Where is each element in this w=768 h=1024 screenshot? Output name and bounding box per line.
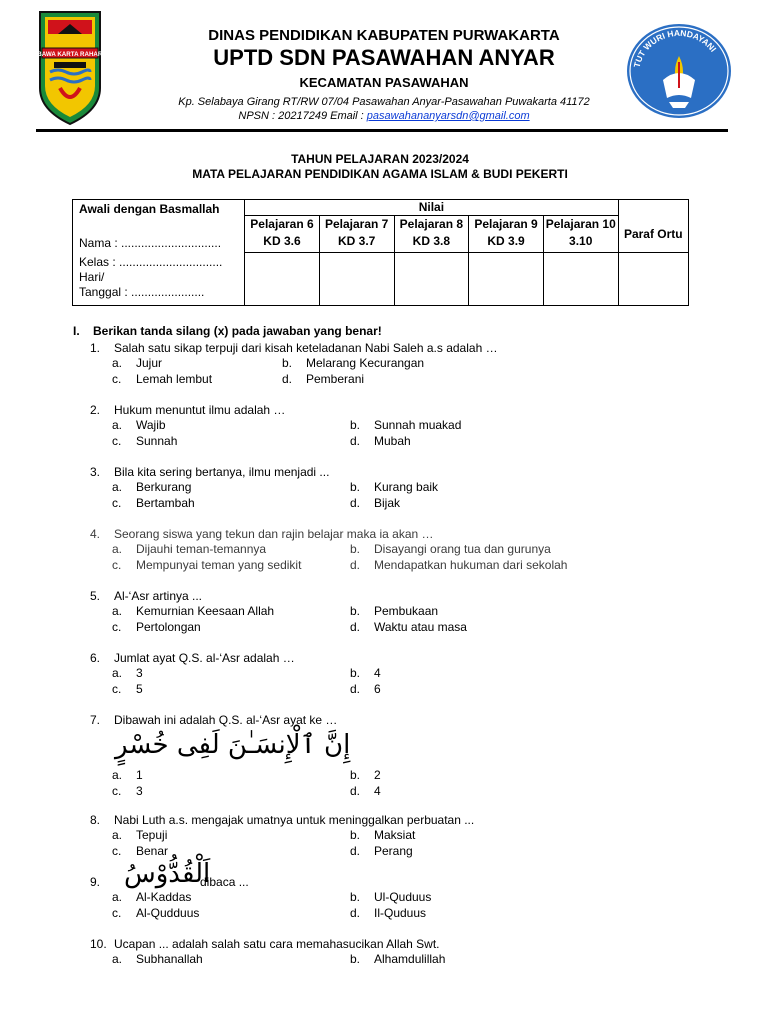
tut-wuri-handayani-logo-icon — [625, 22, 733, 120]
class-field[interactable]: Kelas : ............................... — [79, 255, 223, 269]
left-logo-motto: WIBAWA KARTA RAHARJA — [29, 51, 111, 58]
parent-signature-cell[interactable] — [618, 253, 688, 306]
score-header: Nilai — [245, 200, 618, 216]
option-7c[interactable]: c. 3 — [112, 784, 143, 798]
subject-title: MATA PELAJARAN PENDIDIKAN AGAMA ISLAM & BUDI PEKERTI — [192, 167, 568, 181]
option-6c[interactable]: c. 5 — [112, 682, 143, 696]
question-text: Hukum menuntut ilmu adalah … — [114, 403, 286, 417]
option-9b[interactable]: b. Ul-Quduus — [350, 890, 432, 904]
exam-titles — [60, 152, 700, 182]
question-text: Ucapan ... adalah salah satu cara memahasucikan Allah Swt. — [114, 937, 440, 951]
option-10b[interactable]: b. Alhamdulillah — [350, 952, 446, 966]
option-1a[interactable]: a. Jujur — [112, 356, 163, 370]
option-3c[interactable]: c. Bertambah — [112, 496, 195, 510]
arabic-word-alquddus: اَلْقُدُّوْسُ — [124, 859, 211, 889]
question-text: Bila kita sering bertanya, ilmu menjadi ... — [114, 465, 330, 479]
option-5b[interactable]: b. Pembukaan — [350, 604, 439, 618]
letterhead — [140, 26, 628, 123]
option-3d[interactable]: d. Bijak — [350, 496, 401, 510]
lesson-10-header: Pelajaran 10 3.10 — [543, 216, 618, 253]
lesson-6-header: Pelajaran 6 KD 3.6 — [245, 216, 320, 253]
academic-year: TAHUN PELAJARAN 2023/2024 — [291, 152, 469, 166]
parent-signature-header: Paraf Ortu — [618, 216, 688, 253]
question-5: 5. Al-‘Asr artinya ... a. Kemurnian Keesaan Allah b. Pembukaan c. Pertolongan d. Waktu atau masa — [90, 589, 467, 634]
option-6d[interactable]: d. 6 — [350, 682, 381, 696]
npsn-email-line — [140, 109, 628, 123]
score-cell-6[interactable] — [245, 253, 320, 306]
identity-score-table — [72, 199, 689, 306]
option-3b[interactable]: b. Kurang baik — [350, 480, 439, 494]
question-text: Jumlat ayat Q.S. al-‘Asr adalah … — [114, 651, 295, 665]
option-2d[interactable]: d. Mubah — [350, 434, 411, 448]
letterhead-divider — [36, 129, 728, 132]
date-field[interactable]: Tanggal : ...................... — [79, 285, 205, 299]
section-instruction: I. Berikan tanda silang (x) pada jawaban yang benar! — [73, 324, 382, 338]
option-6b[interactable]: b. 4 — [350, 666, 381, 680]
option-9a[interactable]: a. Al-Kaddas — [112, 890, 192, 904]
option-5a[interactable]: a. Kemurnian Keesaan Allah — [112, 604, 275, 618]
paraf-top-cell — [618, 200, 688, 216]
district-name: KECAMATAN PASAWAHAN — [299, 75, 469, 90]
question-text: Dibawah ini adalah Q.S. al-‘Asr ayat ke … — [114, 713, 338, 727]
option-8c[interactable]: c. Benar — [112, 844, 169, 858]
score-cell-9[interactable] — [469, 253, 544, 306]
question-text: Seorang siswa yang tekun dan rajin belajar maka ia akan … — [114, 527, 434, 541]
question-text: Al-‘Asr artinya ... — [114, 589, 203, 603]
score-cell-10[interactable] — [543, 253, 618, 306]
question-10: 10. Ucapan ... adalah salah satu cara memahasucikan Allah Swt. a. Subhanallah b. Alhamdulillah — [90, 937, 446, 966]
purwakarta-logo-icon — [29, 10, 111, 126]
option-8d[interactable]: d. Perang — [350, 844, 413, 858]
score-cell-8[interactable] — [394, 253, 469, 306]
option-10a[interactable]: a. Subhanallah — [112, 952, 203, 966]
question-3: 3. Bila kita sering bertanya, ilmu menjadi ... a. Berkurang b. Kurang baik c. Bertambah d. Bijak — [90, 465, 439, 510]
question-8: 8. Nabi Luth a.s. mengajak umatnya untuk meninggalkan perbuatan ... a. Tepuji b. Maksiat c. Benar d. Perang — [90, 813, 475, 858]
day-field[interactable]: Hari/ — [79, 270, 105, 284]
option-6a[interactable]: a. 3 — [112, 666, 143, 680]
option-9d[interactable]: d. Il-Quduus — [350, 906, 427, 920]
option-4c[interactable]: c. Mempunyai teman yang sedikit — [112, 558, 302, 572]
score-cell-7[interactable] — [319, 253, 394, 306]
question-1: 1. Salah satu sikap terpuji dari kisah keteladanan Nabi Saleh a.s adalah … a. Jujur b. Melarang Kecurangan c. Lemah lembut d. Pemberani — [90, 341, 498, 386]
option-8b[interactable]: b. Maksiat — [350, 828, 416, 842]
option-3a[interactable]: a. Berkurang — [112, 480, 192, 494]
lesson-8-header: Pelajaran 8 KD 3.8 — [394, 216, 469, 253]
basmallah-label: Awali dengan Basmallah — [79, 202, 220, 216]
student-identity-cell — [73, 200, 245, 306]
option-7a[interactable]: a. 1 — [112, 768, 143, 782]
option-4b[interactable]: b. Disayangi orang tua dan gurunya — [350, 542, 551, 556]
option-2b[interactable]: b. Sunnah muakad — [350, 418, 462, 432]
school-address: Kp. Selabaya Girang RT/RW 07/04 Pasawahan Anyar-Pasawahan Puwakarta 41172 — [178, 96, 590, 108]
question-text: dibaca ... — [200, 875, 249, 889]
arabic-verse-asr: إِنَّ ٱلْإِنسَـٰنَ لَفِى خُسْرٍ — [115, 730, 351, 760]
question-2: 2. Hukum menuntut ilmu adalah … a. Wajib b. Sunnah muakad c. Sunnah d. Mubah — [90, 403, 462, 448]
lesson-7-header: Pelajaran 7 KD 3.7 — [319, 216, 394, 253]
right-logo-motto: TUT WURI HANDAYANI — [631, 27, 719, 69]
question-text: Salah satu sikap terpuji dari kisah keteladanan Nabi Saleh a.s adalah … — [114, 341, 498, 355]
option-8a[interactable]: a. Tepuji — [112, 828, 168, 842]
option-2c[interactable]: c. Sunnah — [112, 434, 178, 448]
question-4: 4. Seorang siswa yang tekun dan rajin belajar maka ia akan … a. Dijauhi teman-temannya b. Disayangi orang tua dan gurunya c. Mempunyai teman yang sedikit d. Mendapatkan hukuman dari sekolah — [90, 527, 568, 572]
option-5c[interactable]: c. Pertolongan — [112, 620, 201, 634]
option-4a[interactable]: a. Dijauhi teman-temannya — [112, 542, 267, 556]
lesson-9-header: Pelajaran 9 KD 3.9 — [469, 216, 544, 253]
question-7-options — [90, 768, 730, 799]
question-7: 7. Dibawah ini adalah Q.S. al-‘Asr ayat ke … — [90, 713, 338, 727]
school-name: UPTD SDN PASAWAHAN ANYAR — [213, 45, 555, 70]
option-9c[interactable]: c. Al-Qudduus — [112, 906, 200, 920]
option-1d[interactable]: d. Pemberani — [282, 372, 365, 386]
option-7b[interactable]: b. 2 — [350, 768, 381, 782]
option-1b[interactable]: b. Melarang Kecurangan — [282, 356, 425, 370]
question-6: 6. Jumlat ayat Q.S. al-‘Asr adalah … a. 3 b. 4 c. 5 d. 6 — [90, 651, 381, 696]
npsn-label: NPSN : 20217249 Email : — [238, 110, 367, 122]
question-text: Nabi Luth a.s. mengajak umatnya untuk meninggalkan perbuatan ... — [114, 813, 475, 827]
option-5d[interactable]: d. Waktu atau masa — [350, 620, 467, 634]
option-2a[interactable]: a. Wajib — [112, 418, 166, 432]
option-7d[interactable]: d. 4 — [350, 784, 381, 798]
question-9: 9. dibaca ... a. Al-Kaddas b. Ul-Quduus c. Al-Qudduus d. Il-Quduus — [90, 875, 432, 920]
option-1c[interactable]: c. Lemah lembut — [112, 372, 213, 386]
name-field[interactable]: Nama : .............................. — [79, 236, 222, 250]
option-4d[interactable]: d. Mendapatkan hukuman dari sekolah — [350, 558, 568, 572]
email-link[interactable]: pasawahananyarsdn@gmail.com — [366, 110, 530, 122]
agency-name: DINAS PENDIDIKAN KABUPATEN PURWAKARTA — [208, 27, 560, 44]
